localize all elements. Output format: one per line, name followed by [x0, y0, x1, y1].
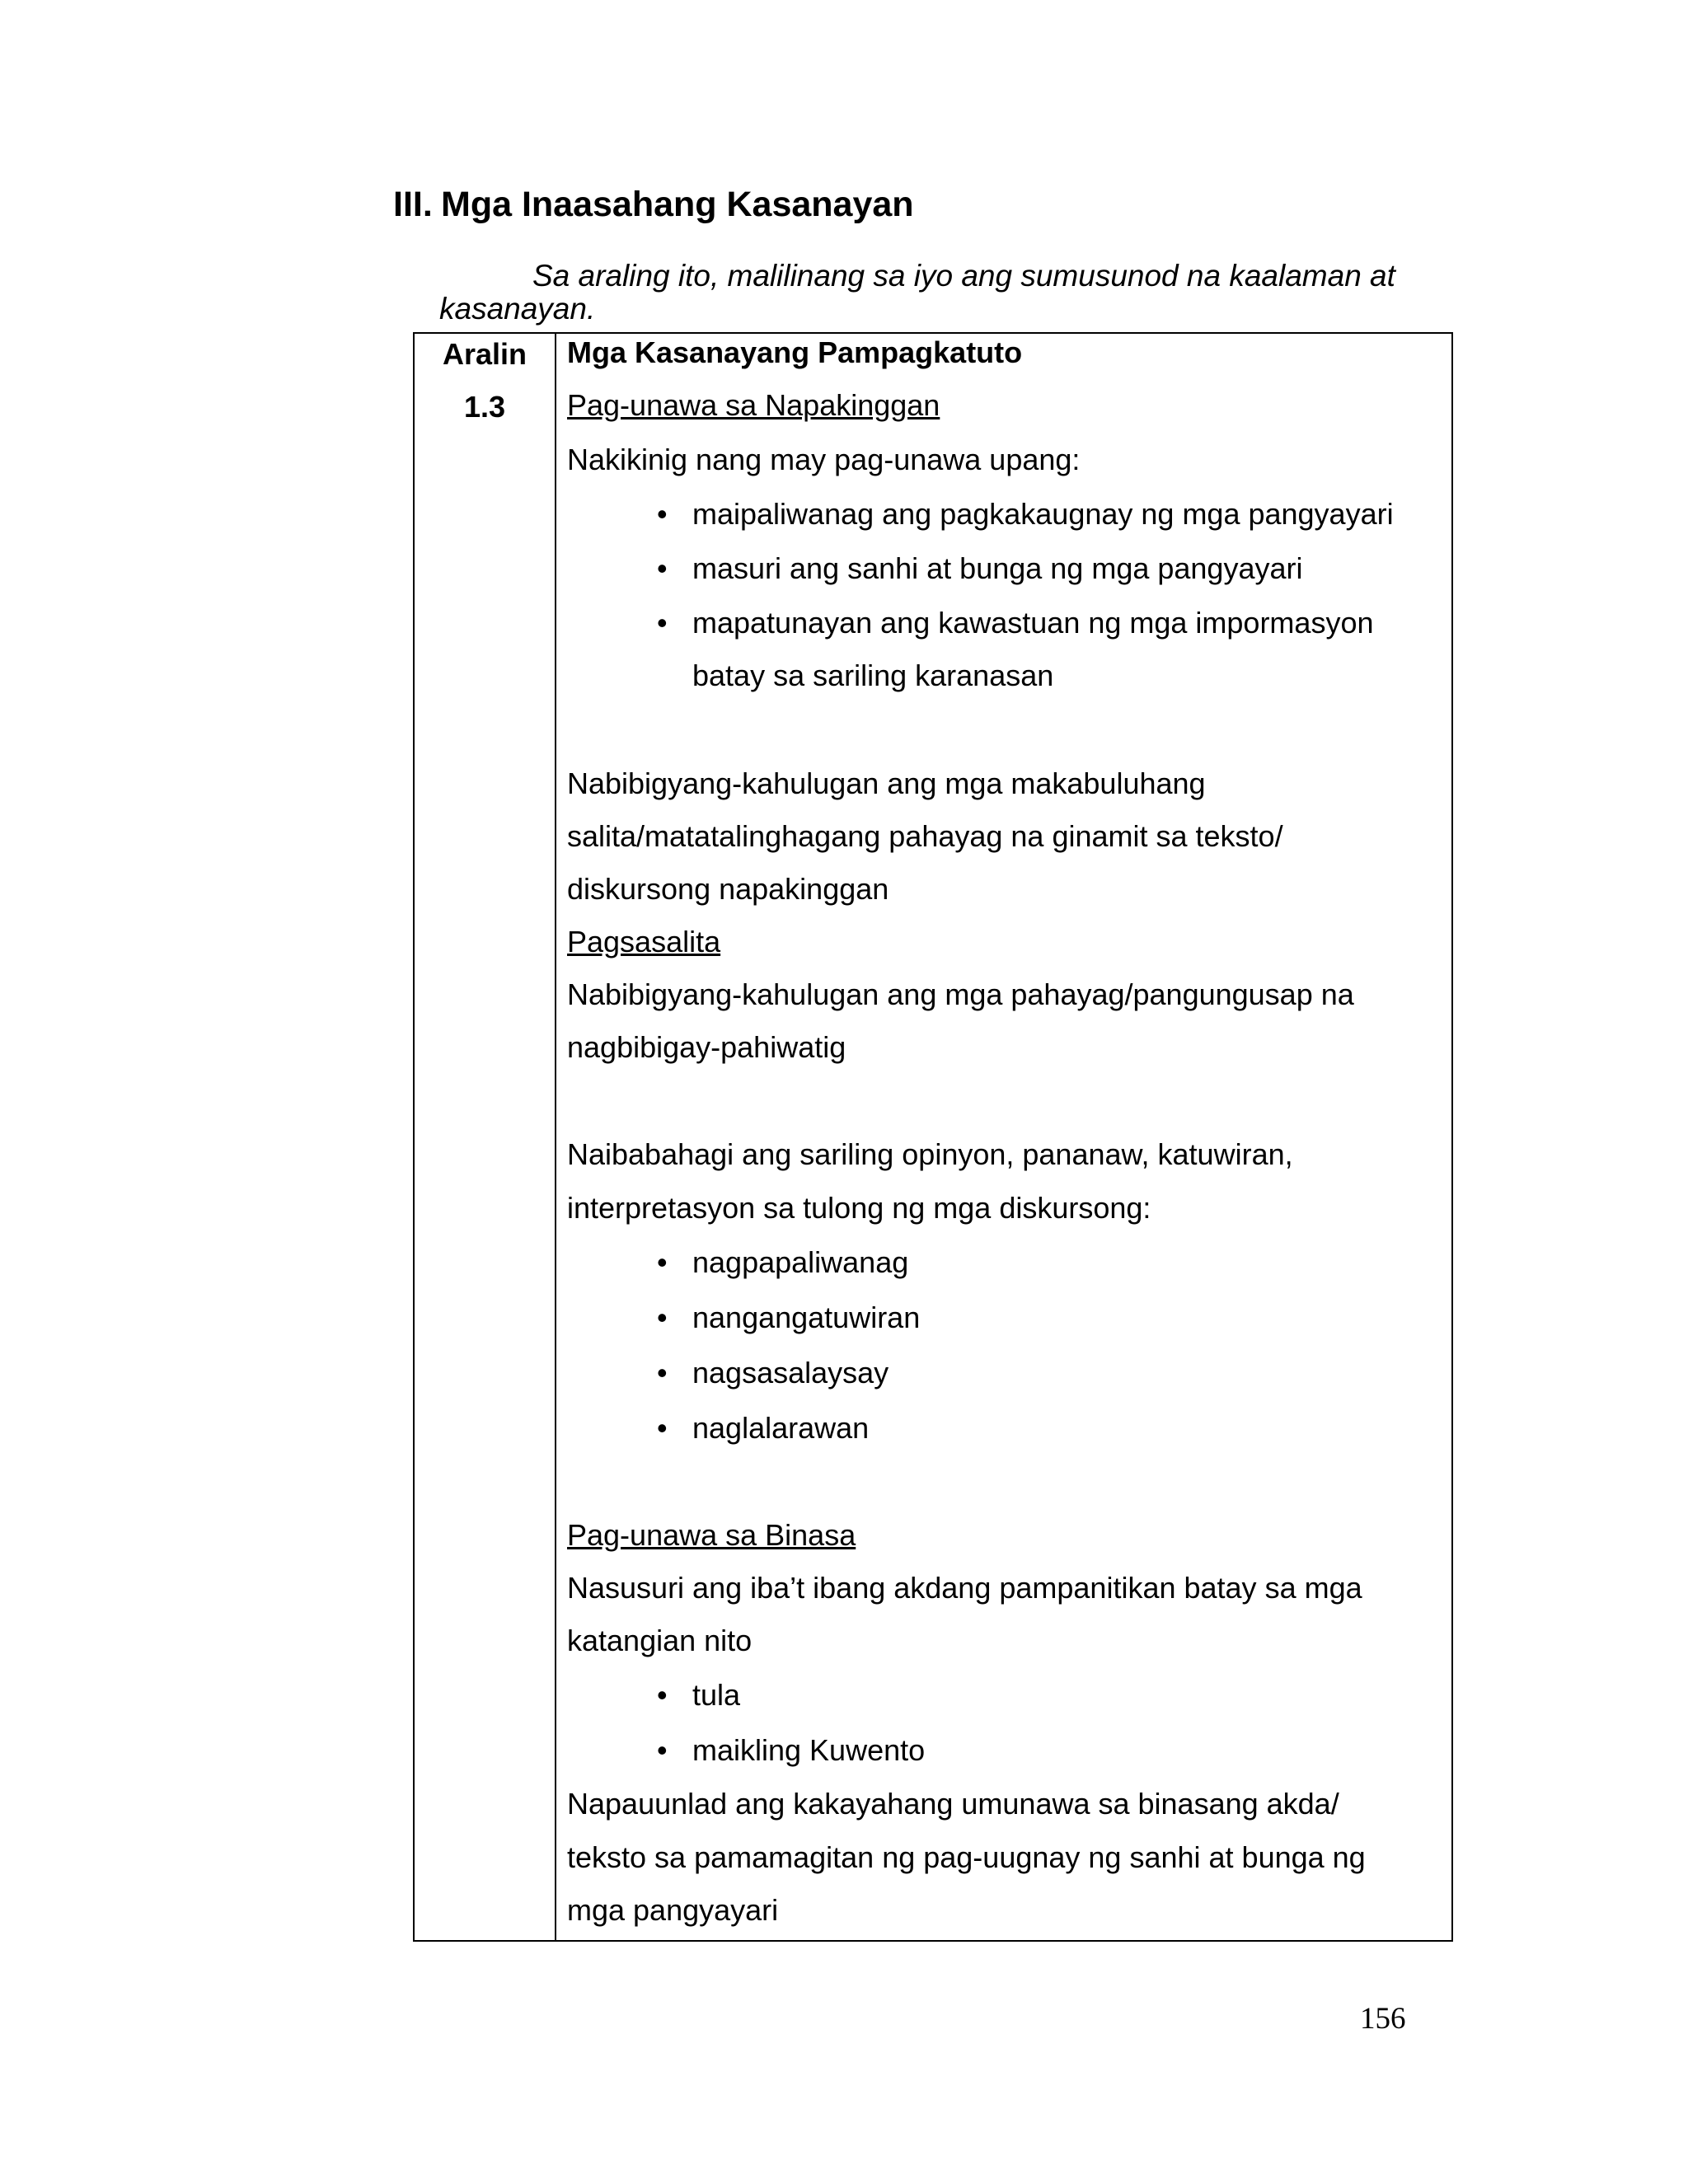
paragraph-line: interpretasyon sa tulong ng mga diskursong: [567, 1191, 1151, 1225]
list-item: masuri ang sanhi at bunga ng mga pangyayari [692, 551, 1303, 585]
section-title-pagsasalita: Pagsasalita [567, 925, 721, 958]
list-item: mapatunayan ang kawastuan ng mga impormasyon [692, 606, 1374, 640]
skills-header: Mga Kasanayang Pampagkatuto [567, 335, 1023, 369]
paragraph-line: Napauunlad ang kakayahang umunawa sa binasang akda/ [567, 1787, 1339, 1821]
paragraph-line: diskursong napakinggan [567, 872, 889, 906]
intro-text: Sa araling ito, malilinang sa iyo ang sumusunod na kaalaman at kasanayan. [439, 259, 1395, 326]
list-item: nangangatuwiran [692, 1301, 921, 1334]
paragraph-line: mga pangyayari [567, 1893, 779, 1927]
paragraph-line: katangian nito [567, 1624, 753, 1657]
list-item: naglalarawan [692, 1411, 870, 1445]
bullet-icon: • [657, 551, 668, 585]
bullet-icon: • [657, 1411, 668, 1445]
column-divider [555, 334, 556, 1940]
bullet-icon: • [657, 1356, 668, 1390]
bullet-icon: • [657, 1733, 668, 1767]
list-item: tula [692, 1678, 741, 1712]
paragraph-line: Nabibigyang-kahulugan ang mga makabuluhang [567, 766, 1206, 800]
list-item: nagpapaliwanag [692, 1245, 909, 1279]
bullet-icon: • [657, 1245, 668, 1279]
paragraph-line: Naibabahagi ang sariling opinyon, pananaw, katuwiran, [567, 1137, 1293, 1171]
section-title: Mga Inaasahang Kasanayan [441, 185, 914, 224]
aralin-header: Aralin [442, 337, 528, 371]
bullet-icon: • [657, 1301, 668, 1334]
bullet-icon: • [657, 497, 668, 531]
list-item-continuation: batay sa sariling karanasan [692, 658, 1054, 692]
paragraph-line: nagbibigay-pahiwatig [567, 1030, 846, 1064]
section-heading [393, 180, 914, 229]
section-title-binasa: Pag-unawa sa Binasa [567, 1518, 856, 1552]
bullet-icon: • [657, 606, 668, 640]
list-item: nagsasalaysay [692, 1356, 889, 1390]
paragraph-line: teksto sa pamamagitan ng pag-uugnay ng sanhi at bunga ng [567, 1840, 1366, 1874]
bullet-icon: • [657, 1678, 668, 1712]
list-item: maikling Kuwento [692, 1733, 926, 1767]
section-number: III. [393, 185, 433, 224]
paragraph-line: salita/matatalinghagang pahayag na ginamit sa teksto/ [567, 819, 1283, 853]
paragraph-line: Nabibigyang-kahulugan ang mga pahayag/pangungusap na [567, 977, 1354, 1011]
page-number: 156 [1360, 2002, 1406, 2036]
section-lead: Nakikinig nang may pag-unawa upang: [567, 443, 1081, 476]
section-title-napakinggan: Pag-unawa sa Napakinggan [567, 388, 940, 422]
list-item: maipaliwanag ang pagkakaugnay ng mga pangyayari [692, 497, 1394, 531]
paragraph-line: Nasusuri ang iba’t ibang akdang pampanitikan batay sa mga [567, 1571, 1362, 1605]
aralin-number: 1.3 [463, 390, 506, 424]
